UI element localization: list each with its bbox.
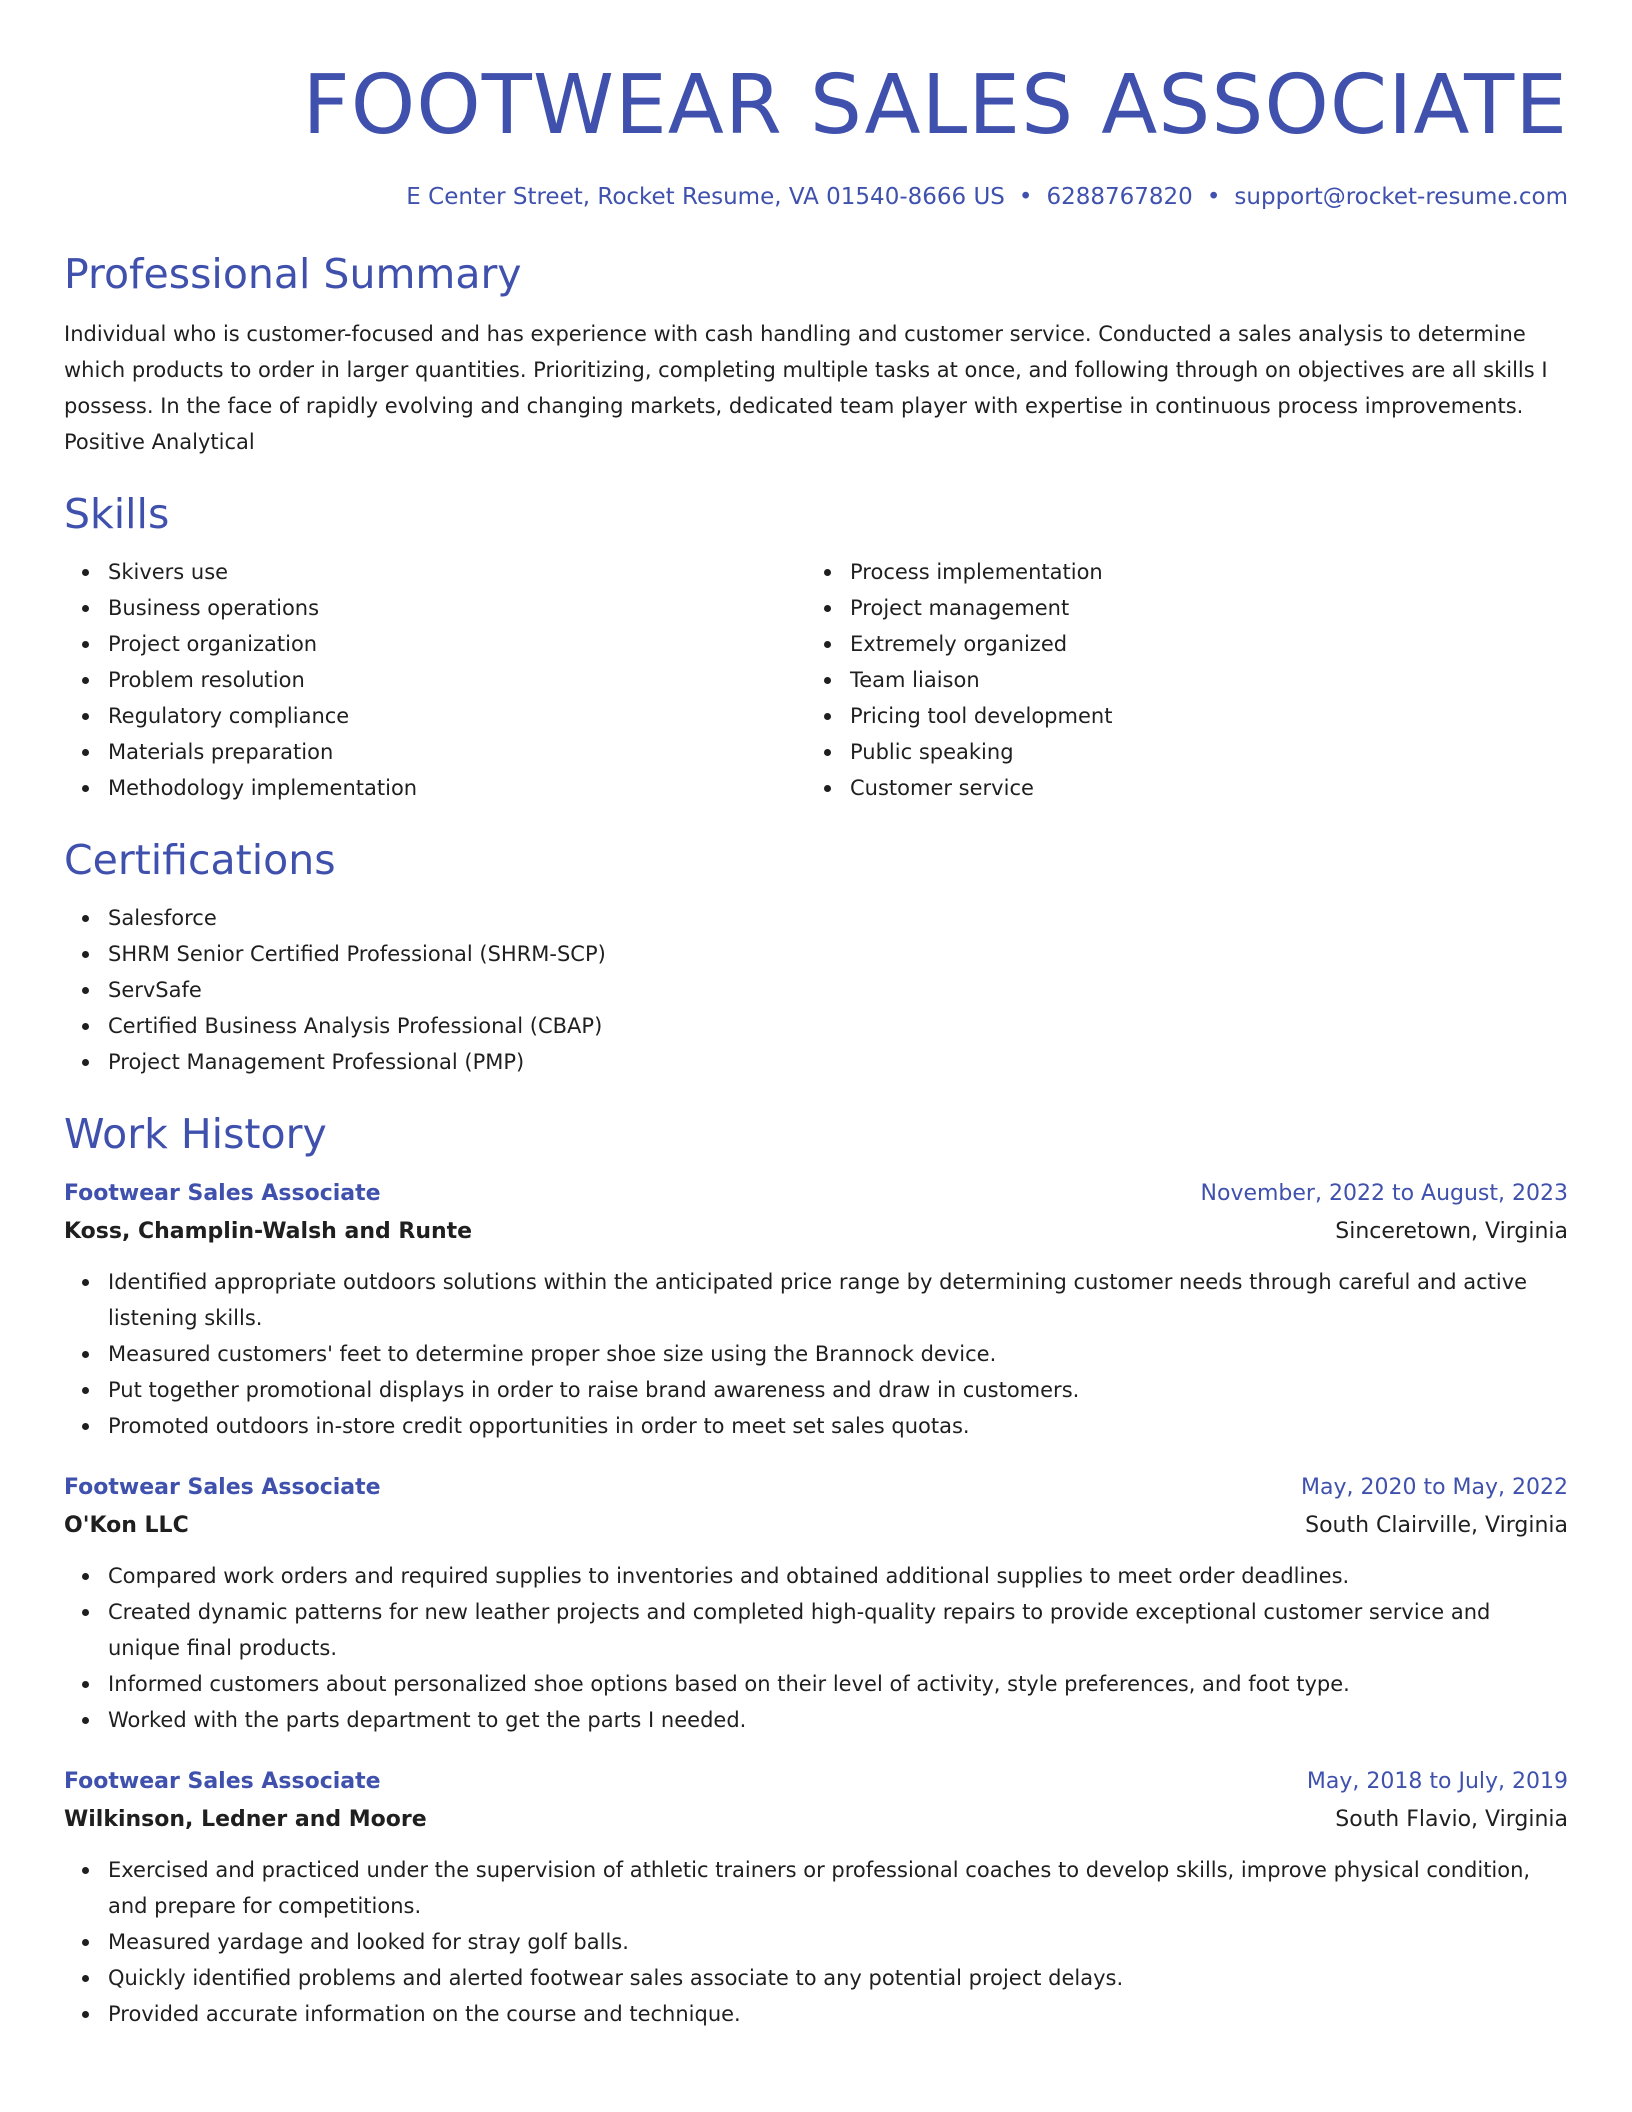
skills-section: [64, 486, 1568, 806]
list-item: Methodology implementation: [108, 770, 806, 806]
summary-section: [64, 246, 1568, 460]
list-item: Business operations: [108, 590, 806, 626]
list-item: Exercised and practiced under the supervision of athletic trainers or professional coaches to develop skills, improve physical condition, and prepare for competitions.: [108, 1852, 1568, 1924]
contact-line: [64, 180, 1568, 214]
job-location: South Flavio, Virginia: [1335, 1807, 1568, 1832]
job-title: Footwear Sales Associate: [64, 1769, 381, 1794]
list-item: Worked with the parts department to get the parts I needed.: [108, 1702, 1568, 1738]
list-item: Project Management Professional (PMP): [108, 1044, 1568, 1080]
work-history-section: [64, 1106, 1568, 2032]
skills-heading: Skills: [64, 490, 170, 538]
list-item: Quickly identified problems and alerted footwear sales associate to any potential project delays.: [108, 1960, 1568, 1996]
list-item: Regulatory compliance: [108, 698, 806, 734]
job-entry: [64, 1470, 1568, 1738]
contact-address: E Center Street, Rocket Resume, VA 01540-8666 US: [406, 184, 1005, 210]
job-entry: [64, 1176, 1568, 1444]
list-item: Skivers use: [108, 554, 806, 590]
certifications-section: [64, 832, 1568, 1080]
list-item: Project organization: [108, 626, 806, 662]
certifications-heading: Certifications: [64, 836, 336, 884]
list-item: Pricing tool development: [850, 698, 1548, 734]
list-item: Process implementation: [850, 554, 1548, 590]
list-item: Identified appropriate outdoors solutions within the anticipated price range by determining customer needs through careful and active listening skills.: [108, 1264, 1568, 1336]
list-item: Certified Business Analysis Professional (CBAP): [108, 1008, 1568, 1044]
contact-phone: 6288767820: [1046, 184, 1193, 210]
job-dates: May, 2020 to May, 2022: [1301, 1475, 1568, 1500]
contact-separator: •: [1206, 184, 1221, 210]
skills-column-left: [64, 554, 806, 806]
list-item: Customer service: [850, 770, 1548, 806]
work-history-heading: Work History: [64, 1110, 327, 1158]
skills-column-right: [806, 554, 1548, 806]
job-company: Koss, Champlin-Walsh and Runte: [64, 1219, 473, 1244]
list-item: Materials preparation: [108, 734, 806, 770]
list-item: Compared work orders and required supplies to inventories and obtained additional supplies to meet order deadlines.: [108, 1558, 1568, 1594]
list-item: Put together promotional displays in order to raise brand awareness and draw in customers.: [108, 1372, 1568, 1408]
list-item: Problem resolution: [108, 662, 806, 698]
job-title: Footwear Sales Associate: [64, 1475, 381, 1500]
job-company: O'Kon LLC: [64, 1513, 189, 1538]
list-item: Created dynamic patterns for new leather projects and completed high-quality repairs to provide exceptional customer service and unique final products.: [108, 1594, 1568, 1666]
job-title: Footwear Sales Associate: [64, 1181, 381, 1206]
contact-separator: •: [1018, 184, 1033, 210]
list-item: Project management: [850, 590, 1548, 626]
summary-heading: Professional Summary: [64, 250, 522, 298]
list-item: Measured yardage and looked for stray golf balls.: [108, 1924, 1568, 1960]
list-item: Provided accurate information on the course and technique.: [108, 1996, 1568, 2032]
list-item: Extremely organized: [850, 626, 1548, 662]
page-title: FOOTWEAR SALES ASSOCIATE: [302, 58, 1568, 153]
job-entry: [64, 1764, 1568, 2032]
job-dates: May, 2018 to July, 2019: [1306, 1769, 1568, 1794]
job-dates: November, 2022 to August, 2023: [1200, 1181, 1568, 1206]
list-item: SHRM Senior Certified Professional (SHRM-SCP): [108, 936, 1568, 972]
list-item: Salesforce: [108, 900, 1568, 936]
job-location: Sinceretown, Virginia: [1335, 1219, 1568, 1244]
contact-email: support@rocket-resume.com: [1234, 184, 1568, 210]
list-item: Promoted outdoors in-store credit opportunities in order to meet set sales quotas.: [108, 1408, 1568, 1444]
skills-grid: [64, 554, 1568, 806]
list-item: Public speaking: [850, 734, 1548, 770]
list-item: ServSafe: [108, 972, 1568, 1008]
list-item: Team liaison: [850, 662, 1548, 698]
job-company: Wilkinson, Ledner and Moore: [64, 1807, 427, 1832]
list-item: Measured customers' feet to determine proper shoe size using the Brannock device.: [108, 1336, 1568, 1372]
job-location: South Clairville, Virginia: [1305, 1513, 1568, 1538]
list-item: Informed customers about personalized shoe options based on their level of activity, style preferences, and foot type.: [108, 1666, 1568, 1702]
summary-text: Individual who is customer-focused and has experience with cash handling and customer service. Conducted a sales analysis to determine which products to order in larger quantities. Prioritizing, completing multiple tasks at once, and following through on objectives are all skills I possess. In the face of rapidly evolving and changing markets, dedicated team player with expertise in continuous process improvements. Positive Analytical: [64, 322, 1548, 454]
